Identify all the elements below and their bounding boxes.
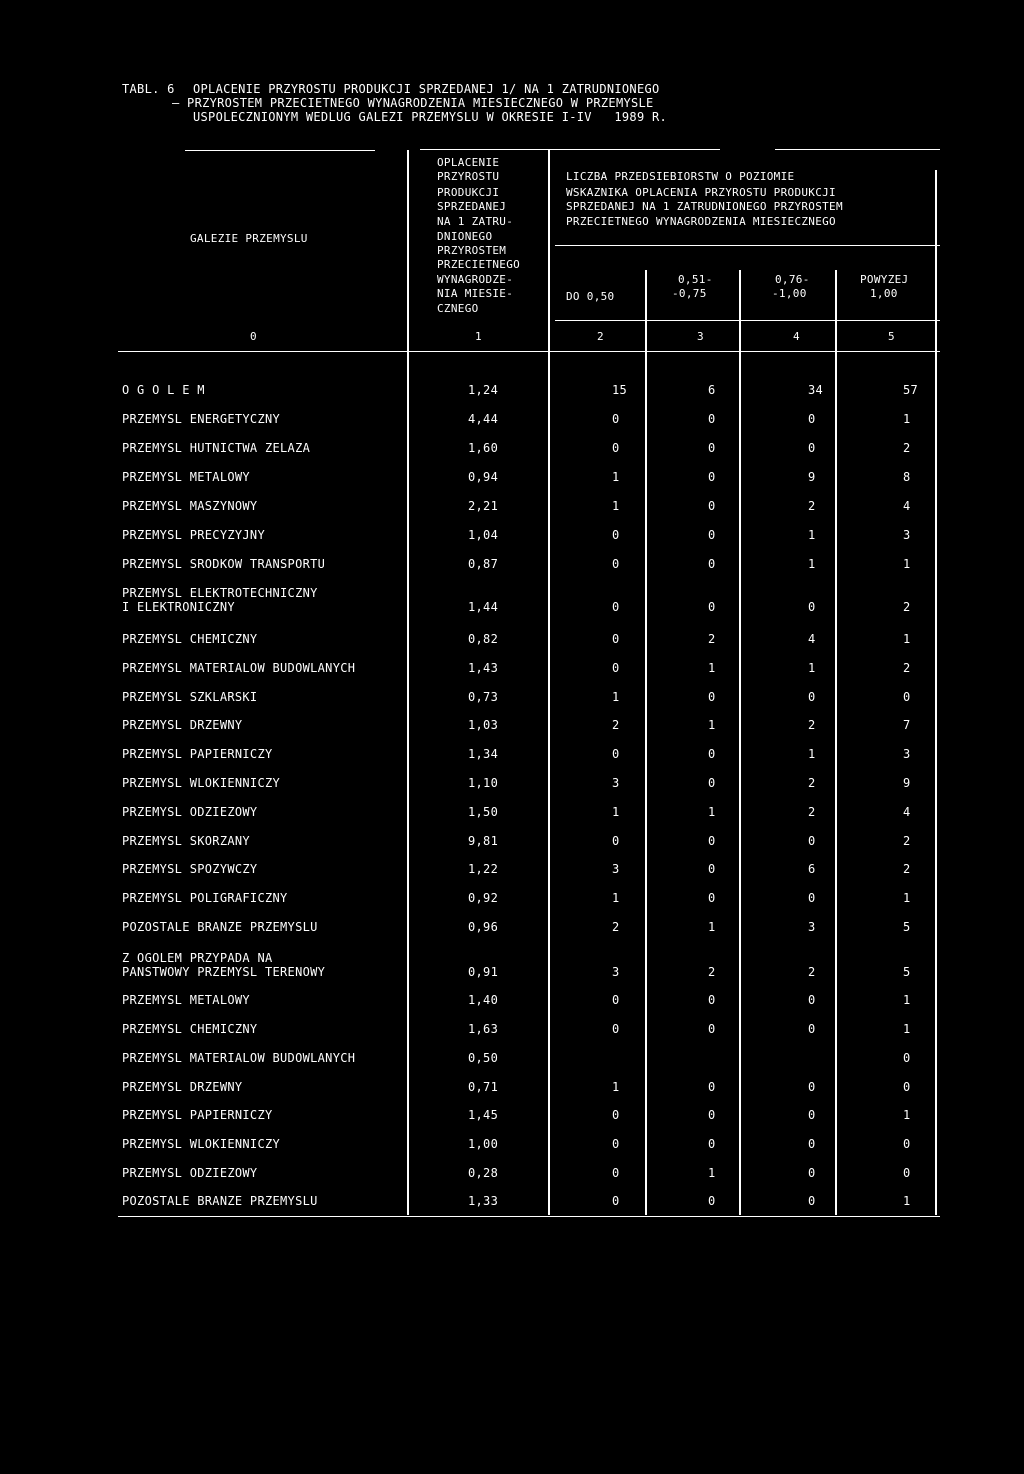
row-count-a: 1 [612, 891, 620, 905]
row-count-a: 0 [612, 557, 620, 571]
row-count-a: 0 [612, 1108, 620, 1122]
row-count-b: 0 [708, 499, 716, 513]
row-count-b: 0 [708, 993, 716, 1007]
row-count-c: 0 [808, 441, 816, 455]
header-col1-line: NA 1 ZATRU- [437, 215, 514, 228]
row-label: PRZEMYSL HUTNICTWA ZELAZA [122, 441, 311, 455]
row-value: 1,03 [468, 718, 499, 732]
row-count-c: 3 [808, 920, 816, 934]
row-count-c: 0 [808, 1080, 816, 1094]
header-col5-b: 1,00 [870, 287, 898, 300]
row-value: 0,92 [468, 891, 499, 905]
header-rule-left [185, 150, 375, 151]
row-count-a: 0 [612, 834, 620, 848]
row-count-b: 0 [708, 862, 716, 876]
row-label: O G O L E M [122, 383, 205, 397]
row-count-b: 0 [708, 690, 716, 704]
row-count-c: 0 [808, 412, 816, 426]
row-label: PRZEMYSL WLOKIENNICZY [122, 776, 281, 790]
group-separator [555, 245, 940, 246]
header-rule-mid [420, 149, 720, 150]
row-count-b: 2 [708, 632, 716, 646]
row-label: PRZEMYSL MATERIALOW BUDOWLANYCH [122, 1051, 356, 1065]
header-col4-b: -1,00 [772, 287, 807, 300]
row-count-d: 1 [903, 632, 911, 646]
vrule-2 [548, 150, 550, 1215]
row-label-cont: I ELEKTRONICZNY [122, 600, 235, 614]
title-line-1: OPLACENIE PRZYROSTU PRODUKCJI SPRZEDANEJ 1/ NA 1 ZATRUDNIONEGO [193, 82, 660, 96]
row-count-c: 1 [808, 661, 816, 675]
row-value: 2,21 [468, 499, 499, 513]
row-count-b: 0 [708, 834, 716, 848]
row-count-b: 0 [708, 470, 716, 484]
row-label: PRZEMYSL CHEMICZNY [122, 632, 258, 646]
header-col1-line: PRZECIETNEGO [437, 258, 521, 271]
row-count-d: 8 [903, 470, 911, 484]
row-count-a: 0 [612, 1137, 620, 1151]
row-count-d: 2 [903, 862, 911, 876]
row-label: PRZEMYSL ELEKTROTECHNICZNY [122, 586, 318, 600]
row-label: PRZEMYSL SRODKOW TRANSPORTU [122, 557, 326, 571]
row-count-d: 1 [903, 1108, 911, 1122]
col-number-3: 3 [697, 330, 704, 343]
vrule-1 [407, 150, 409, 1215]
row-count-d: 9 [903, 776, 911, 790]
row-count-a: 1 [612, 1080, 620, 1094]
row-count-d: 3 [903, 528, 911, 542]
row-count-a: 0 [612, 1022, 620, 1036]
row-label: PRZEMYSL PAPIERNICZY [122, 747, 273, 761]
header-col1-line: PRODUKCJI [437, 186, 500, 199]
header-col3-b: -0,75 [672, 287, 707, 300]
row-count-c: 0 [808, 1166, 816, 1180]
col-number-2: 2 [597, 330, 604, 343]
col-number-4: 4 [793, 330, 800, 343]
row-count-d: 5 [903, 965, 911, 979]
title-line-2: — PRZYROSTEM PRZECIETNEGO WYNAGRODZENIA MIESIECZNEGO W PRZEMYSLE [172, 96, 654, 110]
row-value: 1,22 [468, 862, 499, 876]
row-label: PRZEMYSL ODZIEZOWY [122, 1166, 258, 1180]
row-count-b: 0 [708, 441, 716, 455]
row-label: PRZEMYSL CHEMICZNY [122, 1022, 258, 1036]
row-count-b: 6 [708, 383, 716, 397]
row-count-b: 0 [708, 412, 716, 426]
row-count-c: 6 [808, 862, 816, 876]
row-count-b: 1 [708, 920, 716, 934]
row-count-a: 3 [612, 965, 620, 979]
row-value: 1,63 [468, 1022, 499, 1036]
row-label: PRZEMYSL PRECYZYJNY [122, 528, 265, 542]
table-bottom-rule [118, 1216, 940, 1217]
row-count-a: 0 [612, 1194, 620, 1208]
row-count-a: 0 [612, 993, 620, 1007]
row-count-b: 1 [708, 1166, 716, 1180]
row-count-b: 0 [708, 747, 716, 761]
row-count-d: 0 [903, 1051, 911, 1065]
row-value: 1,00 [468, 1137, 499, 1151]
row-label: POZOSTALE BRANZE PRZEMYSLU [122, 920, 318, 934]
row-count-b: 1 [708, 805, 716, 819]
row-count-a: 15 [612, 383, 628, 397]
row-count-d: 1 [903, 557, 911, 571]
row-value: 1,40 [468, 993, 499, 1007]
header-col1-line: PRZYROSTEM [437, 244, 507, 257]
row-count-a: 0 [612, 661, 620, 675]
row-count-a: 0 [612, 528, 620, 542]
row-count-c: 2 [808, 965, 816, 979]
header-col1-line: DNIONEGO [437, 230, 493, 243]
row-count-b: 0 [708, 776, 716, 790]
header-group-line: LICZBA PRZEDSIEBIORSTW O POZIOMIE [566, 170, 795, 183]
row-count-d: 1 [903, 993, 911, 1007]
col-number-0: 0 [250, 330, 257, 343]
row-count-c: 2 [808, 499, 816, 513]
header-group-line: PRZECIETNEGO WYNAGRODZENIA MIESIECZNEGO [566, 215, 836, 228]
row-count-c: 0 [808, 1108, 816, 1122]
row-value: 1,24 [468, 383, 499, 397]
row-count-b: 0 [708, 1022, 716, 1036]
row-value: 1,60 [468, 441, 499, 455]
row-label: PRZEMYSL MASZYNOWY [122, 499, 258, 513]
row-value: 0,96 [468, 920, 499, 934]
row-count-b: 1 [708, 661, 716, 675]
row-count-c: 0 [808, 993, 816, 1007]
row-count-c: 1 [808, 747, 816, 761]
row-count-d: 1 [903, 412, 911, 426]
row-count-d: 7 [903, 718, 911, 732]
row-count-d: 2 [903, 441, 911, 455]
row-count-a: 0 [612, 1166, 620, 1180]
row-count-c: 2 [808, 776, 816, 790]
row-value: 0,82 [468, 632, 499, 646]
header-rule-right [775, 149, 940, 150]
row-label: PRZEMYSL DRZEWNY [122, 718, 243, 732]
row-label: PRZEMYSL SPOZYWCZY [122, 862, 258, 876]
row-count-d: 1 [903, 891, 911, 905]
row-value: 1,33 [468, 1194, 499, 1208]
row-count-a: 3 [612, 776, 620, 790]
header-col1-line: SPRZEDANEJ [437, 200, 507, 213]
row-value: 1,45 [468, 1108, 499, 1122]
header-col1-line: OPLACENIE [437, 156, 500, 169]
header-col1-line: WYNAGRODZE- [437, 273, 514, 286]
row-count-b: 0 [708, 1108, 716, 1122]
row-count-c: 0 [808, 1194, 816, 1208]
header-col1-line: NIA MIESIE- [437, 287, 514, 300]
row-count-d: 0 [903, 1166, 911, 1180]
row-value: 0,73 [468, 690, 499, 704]
row-label-cont: PANSTWOWY PRZEMYSL TERENOWY [122, 965, 326, 979]
header-bottom-rule [118, 351, 940, 352]
row-count-c: 4 [808, 632, 816, 646]
row-count-c: 34 [808, 383, 824, 397]
row-count-d: 3 [903, 747, 911, 761]
row-count-c: 0 [808, 1137, 816, 1151]
row-value: 1,44 [468, 600, 499, 614]
row-count-c: 0 [808, 834, 816, 848]
row-count-c: 1 [808, 557, 816, 571]
row-count-d: 2 [903, 600, 911, 614]
header-col0: GALEZIE PRZEMYSLU [190, 232, 308, 245]
row-count-c: 9 [808, 470, 816, 484]
row-count-c: 2 [808, 805, 816, 819]
row-label: PRZEMYSL SKORZANY [122, 834, 250, 848]
row-count-a: 2 [612, 920, 620, 934]
row-value: 0,28 [468, 1166, 499, 1180]
row-count-b: 0 [708, 528, 716, 542]
title-line-3: USPOLECZNIONYM WEDLUG GALEZI PRZEMYSLU W OKRESIE I-IV 1989 R. [193, 110, 668, 124]
row-count-d: 1 [903, 1194, 911, 1208]
row-count-a: 0 [612, 600, 620, 614]
row-count-a: 0 [612, 412, 620, 426]
row-count-c: 0 [808, 891, 816, 905]
row-count-b: 0 [708, 557, 716, 571]
row-label: PRZEMYSL METALOWY [122, 470, 250, 484]
row-label: PRZEMYSL SZKLARSKI [122, 690, 258, 704]
vrule-3 [645, 270, 647, 1215]
row-count-b: 0 [708, 1137, 716, 1151]
row-count-a: 0 [612, 747, 620, 761]
vrule-5 [835, 270, 837, 1215]
row-count-b: 0 [708, 1194, 716, 1208]
col-number-1: 1 [475, 330, 482, 343]
row-count-a: 3 [612, 862, 620, 876]
row-value: 4,44 [468, 412, 499, 426]
row-label: PRZEMYSL METALOWY [122, 993, 250, 1007]
row-label: PRZEMYSL ENERGETYCZNY [122, 412, 281, 426]
col-number-5: 5 [888, 330, 895, 343]
header-group-line: SPRZEDANEJ NA 1 ZATRUDNIONEGO PRZYROSTEM [566, 200, 843, 213]
vrule-6 [935, 170, 937, 1215]
row-count-b: 2 [708, 965, 716, 979]
header-col1-line: CZNEGO [437, 302, 479, 315]
row-label: PRZEMYSL ODZIEZOWY [122, 805, 258, 819]
row-count-c: 0 [808, 600, 816, 614]
vrule-4 [739, 270, 741, 1215]
header-col2: DO 0,50 [566, 290, 615, 303]
row-value: 1,34 [468, 747, 499, 761]
row-count-a: 0 [612, 632, 620, 646]
header-group-line: WSKAZNIKA OPLACENIA PRZYROSTU PRODUKCJI [566, 186, 836, 199]
row-count-a: 1 [612, 499, 620, 513]
row-count-d: 1 [903, 1022, 911, 1036]
row-label: PRZEMYSL POLIGRAFICZNY [122, 891, 288, 905]
row-count-b: 0 [708, 600, 716, 614]
row-count-d: 2 [903, 834, 911, 848]
row-count-a: 1 [612, 690, 620, 704]
row-count-a: 0 [612, 441, 620, 455]
row-value: 9,81 [468, 834, 499, 848]
row-count-c: 0 [808, 1022, 816, 1036]
row-value: 1,43 [468, 661, 499, 675]
row-value: 0,91 [468, 965, 499, 979]
row-count-d: 0 [903, 1137, 911, 1151]
row-value: 0,87 [468, 557, 499, 571]
row-value: 0,94 [468, 470, 499, 484]
row-count-b: 1 [708, 718, 716, 732]
header-col3-a: 0,51- [678, 273, 713, 286]
row-count-c: 2 [808, 718, 816, 732]
row-value: 1,04 [468, 528, 499, 542]
row-count-d: 4 [903, 499, 911, 513]
row-count-d: 4 [903, 805, 911, 819]
header-col4-a: 0,76- [775, 273, 810, 286]
row-count-d: 0 [903, 690, 911, 704]
row-value: 0,50 [468, 1051, 499, 1065]
row-count-d: 57 [903, 383, 919, 397]
row-label: PRZEMYSL MATERIALOW BUDOWLANYCH [122, 661, 356, 675]
header-col1-line: PRZYROSTU [437, 170, 500, 183]
row-count-a: 2 [612, 718, 620, 732]
row-value: 1,50 [468, 805, 499, 819]
table-label: TABL. 6 [122, 82, 175, 96]
sub-separator [555, 320, 940, 321]
row-count-b: 0 [708, 891, 716, 905]
row-label: Z OGOLEM PRZYPADA NA [122, 951, 273, 965]
row-count-c: 1 [808, 528, 816, 542]
row-label: POZOSTALE BRANZE PRZEMYSLU [122, 1194, 318, 1208]
row-label: PRZEMYSL PAPIERNICZY [122, 1108, 273, 1122]
row-value: 0,71 [468, 1080, 499, 1094]
row-label: PRZEMYSL DRZEWNY [122, 1080, 243, 1094]
row-count-d: 2 [903, 661, 911, 675]
row-count-c: 0 [808, 690, 816, 704]
row-value: 1,10 [468, 776, 499, 790]
row-count-a: 1 [612, 805, 620, 819]
row-label: PRZEMYSL WLOKIENNICZY [122, 1137, 281, 1151]
row-count-d: 5 [903, 920, 911, 934]
row-count-d: 0 [903, 1080, 911, 1094]
header-col5-a: POWYZEJ [860, 273, 909, 286]
row-count-b: 0 [708, 1080, 716, 1094]
row-count-a: 1 [612, 470, 620, 484]
